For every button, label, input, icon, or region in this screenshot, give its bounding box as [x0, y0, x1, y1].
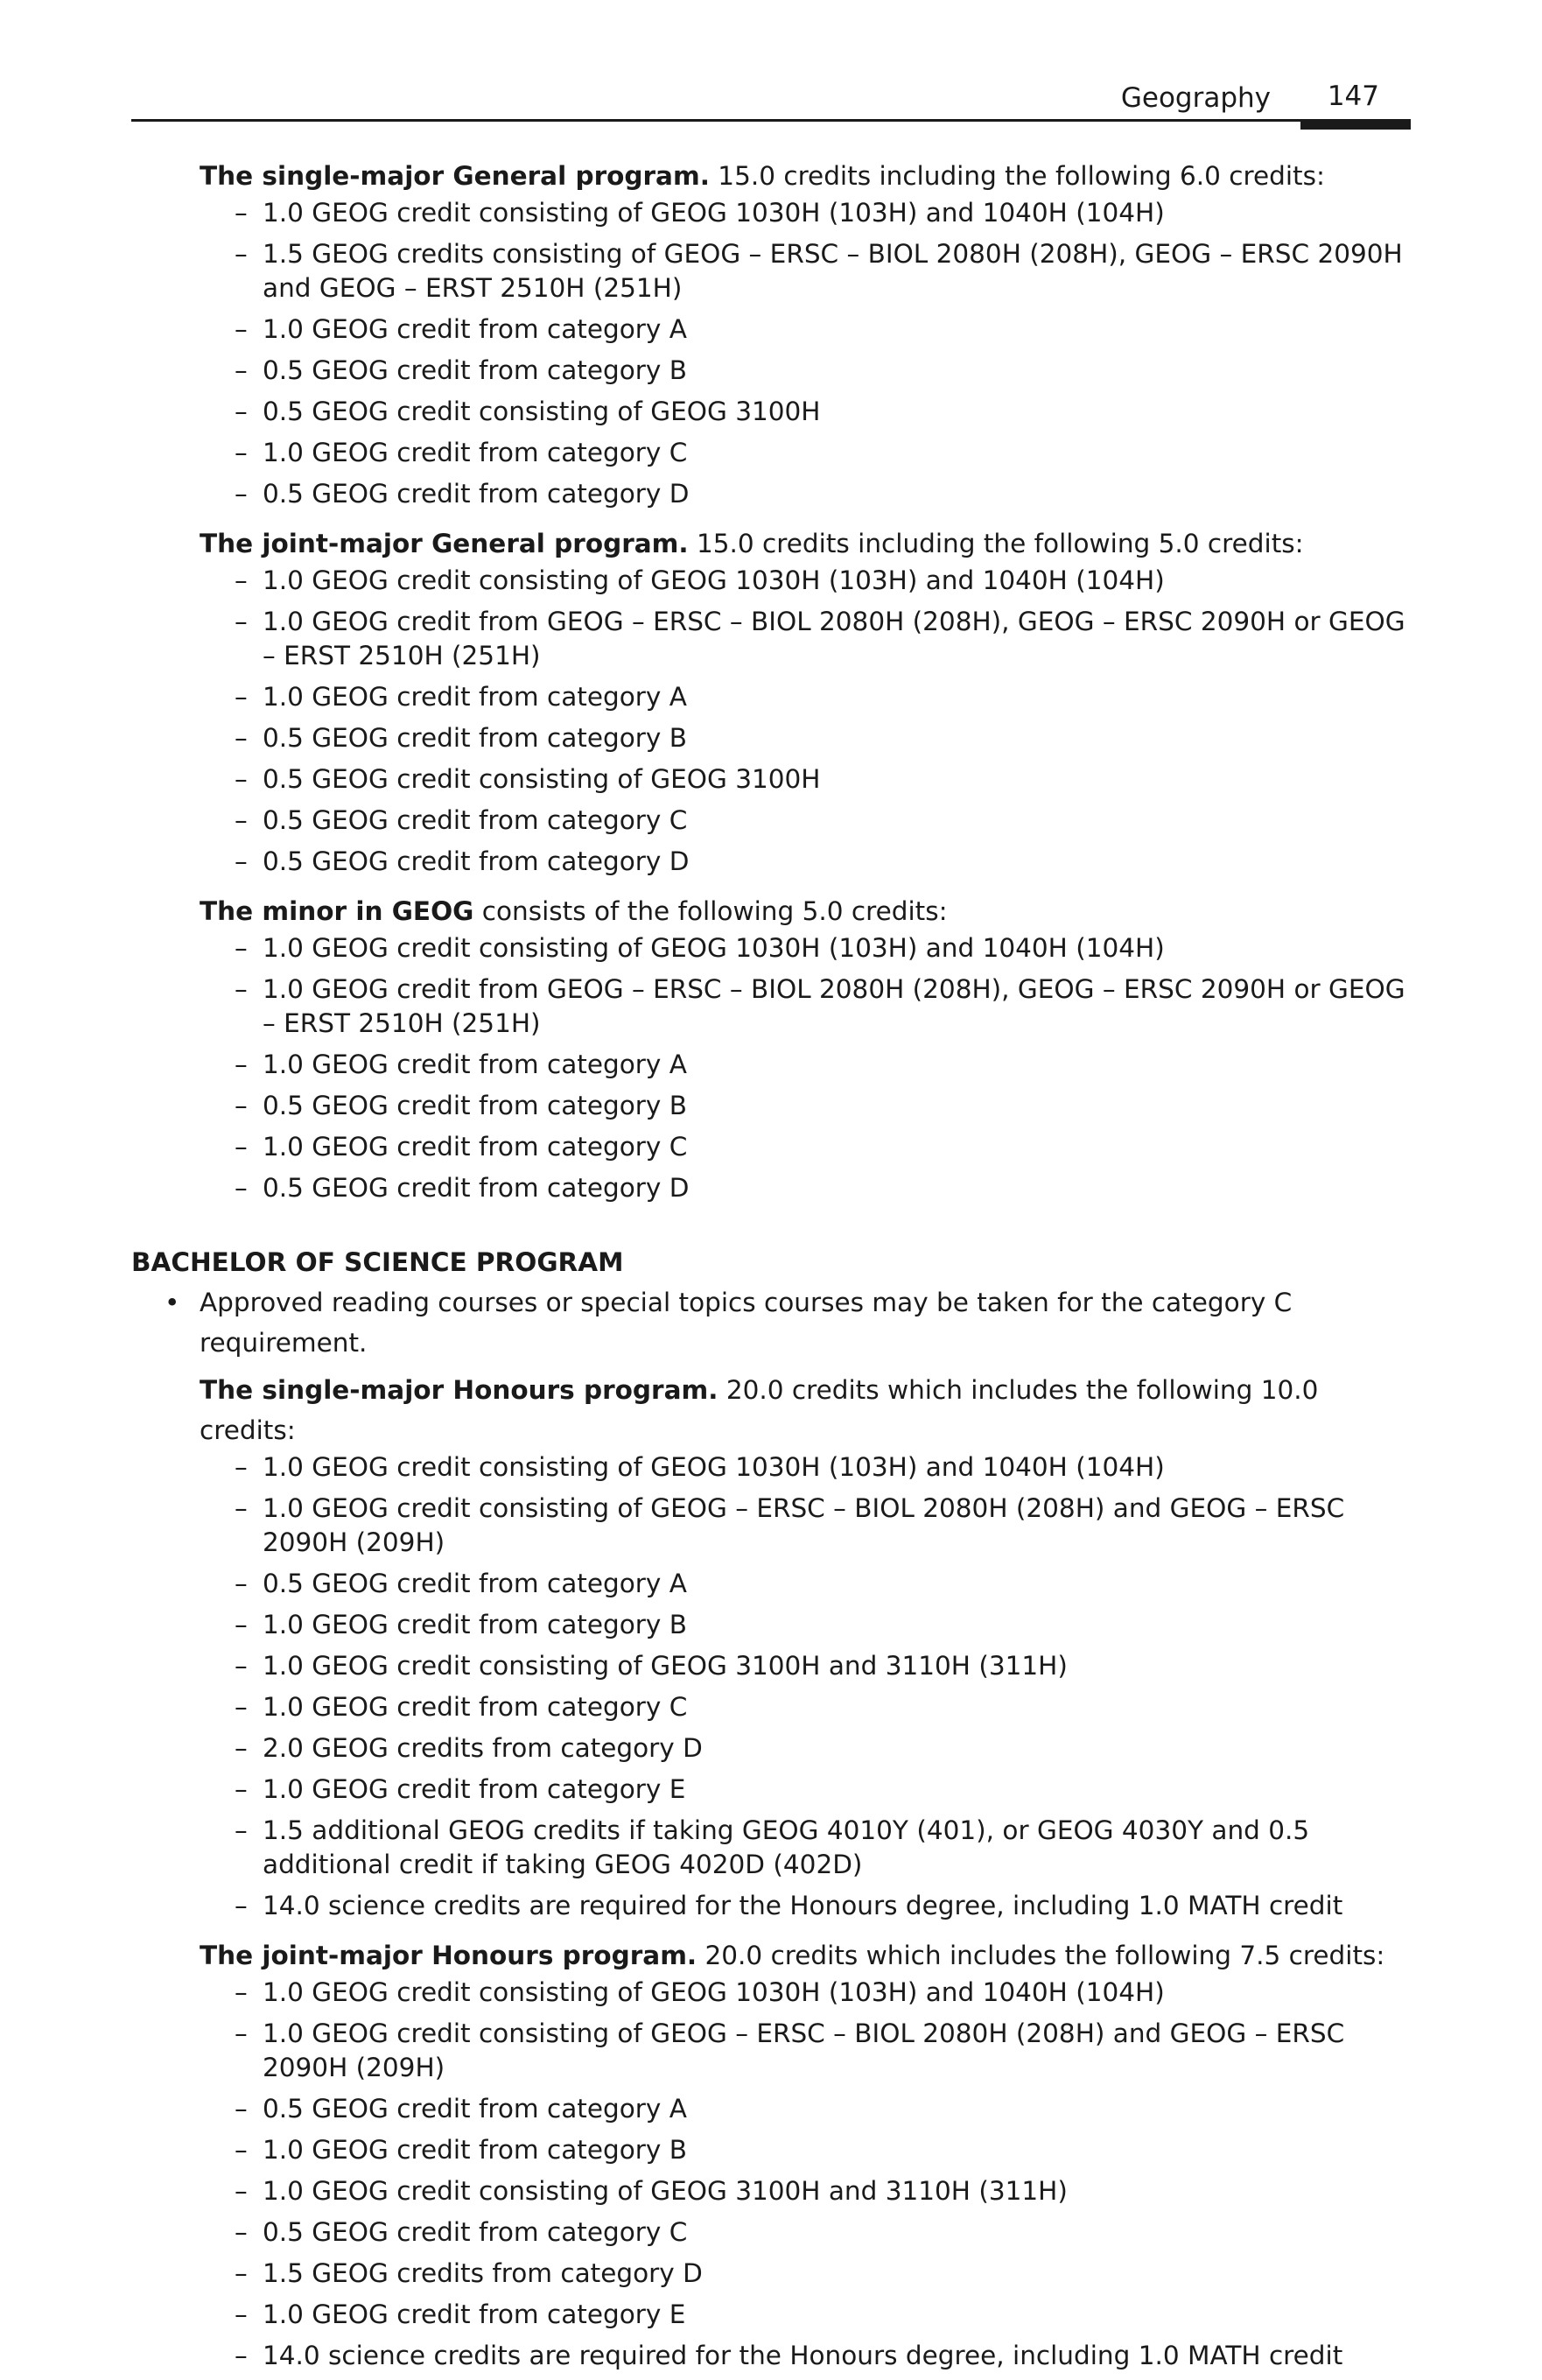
requirement-item: – 1.5 GEOG credits from category D [200, 2257, 1409, 2291]
program-title: The minor in GEOG [200, 896, 474, 926]
requirement-item: – 1.0 GEOG credit consisting of GEOG 1030H (103H) and 1040H (104H) [200, 931, 1409, 965]
program-intro [200, 891, 1409, 931]
requirement-item: – 1.0 GEOG credit from category B [200, 2133, 1409, 2167]
requirement-item: – 1.0 GEOG credit from GEOG – ERSC – BIOL 2080H (208H), GEOG – ERSC 2090H or GEOG – ERST 2510H (251H) [200, 972, 1409, 1041]
requirement-list [200, 1976, 1409, 2373]
section-note: • Approved reading courses or special topics courses may be taken for the category C requirement. [131, 1282, 1409, 1363]
requirement-item: – 1.0 GEOG credit consisting of GEOG 1030H (103H) and 1040H (104H) [200, 564, 1409, 598]
requirement-item: – 0.5 GEOG credit from category D [200, 845, 1409, 879]
header-section-title: Geography [1120, 82, 1271, 114]
requirement-item: – 0.5 GEOG credit from category C [200, 804, 1409, 838]
program-block-minor [131, 891, 1409, 1205]
requirement-item: – 0.5 GEOG credit from category B [200, 354, 1409, 388]
program-summary: 20.0 credits which includes the following 7.5 credits: [697, 1941, 1385, 1970]
requirement-item: – 1.0 GEOG credit consisting of GEOG 3100H and 3110H (311H) [200, 1649, 1409, 1683]
requirement-list [200, 196, 1409, 511]
requirement-item: – 14.0 science credits are required for the Honours degree, including 1.0 MATH credit [200, 1889, 1409, 1923]
program-summary: 15.0 credits including the following 6.0 credits: [709, 161, 1325, 191]
requirement-item: – 1.0 GEOG credit consisting of GEOG – ERSC – BIOL 2080H (208H) and GEOG – ERSC 2090H (209H) [200, 2017, 1409, 2085]
program-title: The joint-major General program. [200, 529, 689, 558]
program-block-single-major-general [131, 156, 1409, 511]
program-title: The joint-major Honours program. [200, 1941, 697, 1970]
requirement-item: – 1.0 GEOG credit from category C [200, 1130, 1409, 1164]
requirement-list [200, 931, 1409, 1205]
requirement-item: – 1.0 GEOG credit from category A [200, 312, 1409, 347]
program-summary: consists of the following 5.0 credits: [473, 896, 948, 926]
program-intro [200, 1370, 1409, 1450]
header-tab-bar [1300, 119, 1411, 130]
running-header [131, 79, 1411, 133]
requirement-item: – 0.5 GEOG credit from category B [200, 721, 1409, 755]
program-summary: 20.0 credits which includes the following 10.0 credits: [200, 1375, 1319, 1445]
header-rule [131, 119, 1411, 122]
requirement-item: – 1.0 GEOG credit from category B [200, 1608, 1409, 1642]
requirement-item: – 1.0 GEOG credit consisting of GEOG 1030H (103H) and 1040H (104H) [200, 1976, 1409, 2010]
section-heading: BACHELOR OF SCIENCE PROGRAM [131, 1247, 624, 1277]
program-intro [200, 1935, 1409, 1976]
program-summary: 15.0 credits including the following 5.0 credits: [688, 529, 1304, 558]
requirement-item: – 1.0 GEOG credit consisting of GEOG – ERSC – BIOL 2080H (208H) and GEOG – ERSC 2090H (209H) [200, 1492, 1409, 1560]
page-number: 147 [1327, 81, 1379, 112]
program-block-joint-major-general [131, 523, 1409, 879]
requirement-list [200, 564, 1409, 879]
program-title: The single-major General program. [200, 161, 710, 191]
requirement-item: – 0.5 GEOG credit from category B [200, 1089, 1409, 1123]
program-intro [200, 156, 1409, 196]
requirement-list [200, 1450, 1409, 1923]
requirement-item: – 1.5 additional GEOG credits if taking GEOG 4010Y (401), or GEOG 4030Y and 0.5 additional credit if taking GEOG 4020D (402D) [200, 1814, 1409, 1882]
requirement-item: – 1.5 GEOG credits consisting of GEOG – ERSC – BIOL 2080H (208H), GEOG – ERSC 2090H and GEOG – ERST 2510H (251H) [200, 237, 1409, 305]
requirement-item: – 1.0 GEOG credit from category C [200, 1690, 1409, 1724]
requirement-item: – 2.0 GEOG credits from category D [200, 1731, 1409, 1766]
page-content [131, 156, 1409, 2380]
requirement-item: – 0.5 GEOG credit from category D [200, 477, 1409, 511]
requirement-item: – 0.5 GEOG credit from category D [200, 1171, 1409, 1205]
requirement-item: – 0.5 GEOG credit from category A [200, 1567, 1409, 1601]
requirement-item: – 1.0 GEOG credit consisting of GEOG 1030H (103H) and 1040H (104H) [200, 1450, 1409, 1485]
requirement-item: – 1.0 GEOG credit from category C [200, 436, 1409, 470]
requirement-item: – 0.5 GEOG credit consisting of GEOG 3100H [200, 395, 1409, 429]
requirement-item: – 1.0 GEOG credit from category E [200, 2298, 1409, 2332]
requirement-item: – 0.5 GEOG credit from category A [200, 2092, 1409, 2126]
requirement-item: – 0.5 GEOG credit consisting of GEOG 3100H [200, 762, 1409, 797]
requirement-item: – 1.0 GEOG credit from category E [200, 1773, 1409, 1807]
requirement-item: – 1.0 GEOG credit from category A [200, 680, 1409, 714]
requirement-item: – 1.0 GEOG credit consisting of GEOG 1030H (103H) and 1040H (104H) [200, 196, 1409, 230]
requirement-item: – 0.5 GEOG credit from category C [200, 2215, 1409, 2250]
requirement-item: – 1.0 GEOG credit from category A [200, 1048, 1409, 1082]
program-block-joint-major-honours [131, 1935, 1409, 2373]
program-block-single-major-honours [131, 1370, 1409, 1923]
program-title: The single-major Honours program. [200, 1375, 718, 1405]
program-intro [200, 523, 1409, 564]
requirement-item: – 14.0 science credits are required for the Honours degree, including 1.0 MATH credit [200, 2339, 1409, 2373]
requirement-item: – 1.0 GEOG credit consisting of GEOG 3100H and 3110H (311H) [200, 2174, 1409, 2208]
requirement-item: – 1.0 GEOG credit from GEOG – ERSC – BIOL 2080H (208H), GEOG – ERSC 2090H or GEOG – ERST 2510H (251H) [200, 605, 1409, 673]
